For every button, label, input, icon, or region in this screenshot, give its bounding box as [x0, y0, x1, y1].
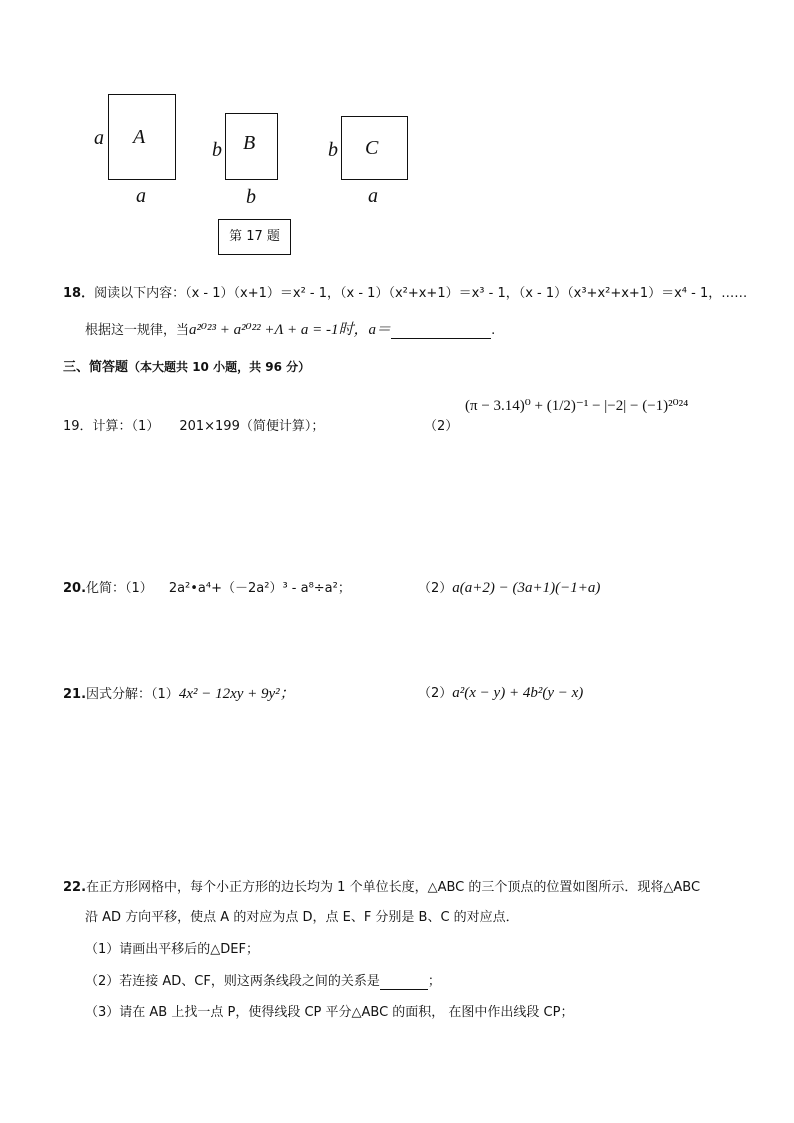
question-22-text1: 在正方形网格中，每个小正方形的边长均为 1 个单位长度，△ABC 的三个顶点的位置如图所示．现将△ABC: [86, 880, 701, 895]
question-21-label: 因式分解：（1）: [86, 687, 179, 702]
question-19-expr2: (π − 3.14)⁰ + (1/2)⁻¹ − |−2| − (−1)²⁰²⁴: [465, 398, 689, 414]
question-21-expr1: 4x² − 12xy + 9y²；: [178, 686, 295, 702]
question-21-part2-label: （2）: [418, 686, 453, 701]
question-18-line2-prefix: 根据这一规律，当: [85, 323, 190, 338]
question-22-number: 22.: [63, 880, 87, 895]
question-22-sub2: [85, 970, 441, 990]
question-20-expr1: 2a²•a⁴+（－2a²）³ - a⁸÷a²；: [168, 581, 351, 596]
question-22-sub2-end: ；: [427, 974, 441, 989]
question-18-line2: [85, 318, 495, 339]
section-3-note: （本大题共 10 小题，共 96 分）: [128, 360, 311, 374]
question-19-expr1: 201×199（简便计算）；: [179, 419, 325, 434]
square-c-letter: C: [365, 137, 379, 159]
square-b-letter: B: [243, 132, 256, 154]
question-20-number: 20.: [63, 581, 87, 596]
question-20-part2: [418, 577, 600, 597]
square-a-letter: A: [133, 126, 146, 148]
square-c-bottom-label: a: [368, 185, 378, 207]
question-19-number: 19．: [63, 419, 93, 434]
question-18-series-expr: a²⁰²³ + a²⁰²² +Λ + a = -1时，a＝: [189, 322, 392, 338]
question-21: [63, 682, 295, 703]
square-b-left-label: b: [212, 139, 222, 161]
question-21-expr2: a²(x − y) + 4b²(y − x): [452, 685, 584, 701]
question-20-label: 化简：（1）: [86, 581, 153, 596]
question-20: [63, 577, 351, 596]
question-22-sub3: （3）请在 AB 上找一点 P，使得线段 CP 平分△ABC 的面积， 在图中作出线段 CP；: [85, 1005, 574, 1020]
section-3-heading: [63, 356, 310, 375]
question-20-part2-label: （2）: [418, 581, 453, 596]
section-3-title: 三、简答题: [63, 360, 129, 375]
question-22-sub2-prefix: （2）若连接 AD、CF，则这两条线段之间的关系是: [85, 974, 380, 989]
question-19-part2-label: （2）: [424, 419, 459, 434]
square-b-bottom-label: b: [246, 186, 256, 208]
question-19: [63, 415, 324, 434]
question-18: [63, 282, 747, 301]
question-18-number: 18．: [63, 286, 95, 301]
question-21-number: 21.: [63, 687, 87, 702]
question-18-line2-end: .: [491, 323, 496, 338]
question-22-sub1: （1）请画出平移后的△DEF；: [85, 942, 259, 957]
question-20-expr2: a(a+2) − (3a+1)(−1+a): [452, 580, 601, 596]
question-22-answer-blank[interactable]: [380, 974, 428, 990]
question-18-prefix: 阅读以下内容：: [94, 286, 186, 301]
square-a-left-label: a: [94, 127, 104, 149]
question-22-line2: 沿 AD 方向平移，使点 A 的对应为点 D，点 E、F 分别是 B、C 的对应点．: [85, 910, 519, 925]
question-18-formula: （x - 1）（x+1）＝x² - 1，（x - 1）（x²+x+1）＝x³ - 1，（x - 1）（x³+x²+x+1）＝x⁴ - 1，……: [185, 286, 748, 301]
question-21-part2: [418, 682, 583, 702]
square-c-left-label: b: [328, 139, 338, 161]
square-a-bottom-label: a: [136, 185, 146, 207]
question-22-line1: [63, 876, 700, 895]
question-18-answer-blank[interactable]: [391, 323, 491, 339]
question-19-label: 计算：（1）: [92, 419, 160, 434]
figure-17-caption: 第 17 题: [218, 219, 291, 255]
